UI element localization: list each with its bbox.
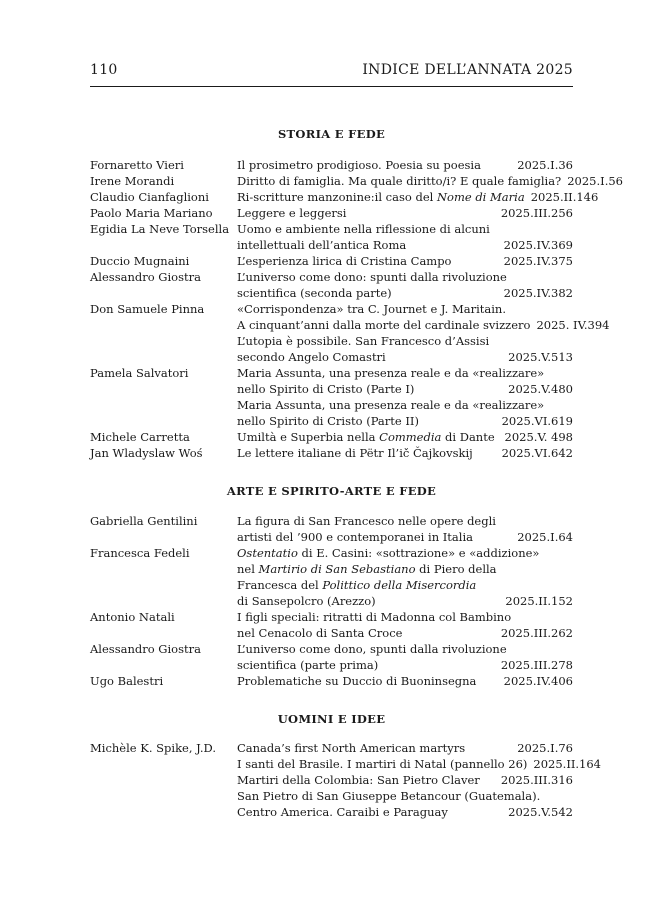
- entry-author: Michèle K. Spike, J.D.: [90, 741, 216, 755]
- entry-title-text: nel Martirio di San Sebastiano di Piero della: [237, 562, 497, 576]
- entry-title: [237, 397, 573, 429]
- entry-title-text: artisti del ’900 e contemporanei in Italia: [237, 530, 473, 544]
- entry-reference: 2025.V.542: [508, 805, 573, 819]
- entry-title-text: intellettuali dell’antica Roma: [237, 238, 407, 252]
- entry-title-text: «Corrispondenza» tra C. Journet e J. Maritain.: [237, 302, 506, 316]
- entry-reference: 2025.III.316: [500, 773, 573, 787]
- entry-author: Don Samuele Pinna: [90, 302, 205, 316]
- index-entry: [90, 269, 573, 301]
- entry-author: Pamela Salvatori: [90, 366, 189, 380]
- index-entry: [90, 740, 573, 756]
- entry-author: Duccio Mugnaini: [90, 254, 190, 268]
- entry-title-line: [237, 609, 573, 625]
- index-entry: [90, 253, 573, 269]
- index-entry: [90, 513, 573, 545]
- index-entry: [90, 189, 599, 205]
- section-title: ARTE E SPIRITO-ARTE E FEDE: [226, 484, 437, 498]
- entry-title-text: I figli speciali: ritratti di Madonna col Bambino: [237, 610, 512, 624]
- entry-title-text: Maria Assunta, una presenza reale e da «realizzare»: [237, 398, 545, 412]
- entry-title-text: Leggere e leggersi: [237, 206, 347, 220]
- entry-title-text: Ri-scritture manzonine:il caso del Nome di Maria: [237, 190, 525, 204]
- entry-title-line: [237, 756, 602, 772]
- index-entry: [90, 301, 610, 333]
- index-entry: [90, 772, 573, 788]
- header-rule: [90, 86, 573, 87]
- entry-author: Gabriella Gentilini: [90, 514, 198, 528]
- running-head: [90, 62, 573, 78]
- entry-title: [237, 513, 573, 545]
- index-entry: [90, 205, 573, 221]
- entry-reference: 2025.IV.406: [503, 674, 573, 688]
- entry-author: Michele Carretta: [90, 430, 190, 444]
- entry-title-line: [237, 365, 573, 381]
- entry-title-line: [237, 205, 573, 221]
- entry-title-text: Umiltà e Superbia nella Commedia di Dante: [237, 430, 495, 444]
- entry-title-line: [237, 269, 573, 285]
- entry-title: [237, 301, 610, 333]
- entry-reference: 2025.IV.375: [503, 254, 573, 268]
- entry-title: [237, 756, 602, 772]
- entry-title: [237, 157, 573, 173]
- entry-title-line: [237, 740, 573, 756]
- entry-title-text: nello Spirito di Cristo (Parte I): [237, 382, 415, 396]
- entry-reference: 2025.VI.619: [501, 414, 573, 428]
- entry-title-line: [237, 397, 573, 413]
- index-entry: [90, 221, 573, 253]
- entry-title-text: San Pietro di San Giuseppe Betancour (Guatemala).: [237, 789, 541, 803]
- entry-title-line: [237, 301, 573, 317]
- entry-title: [237, 772, 573, 788]
- entry-title: [237, 429, 573, 445]
- index-entry: [90, 756, 602, 772]
- entry-title-text: I santi del Brasile. I martiri di Natal (pannello 26): [237, 757, 528, 771]
- entry-title-text: Ostentatio di E. Casini: «sottrazione» e «addizione»: [237, 546, 540, 560]
- index-entry: [90, 545, 573, 609]
- entry-title-line: [237, 561, 573, 577]
- entry-author: Alessandro Giostra: [90, 642, 201, 656]
- entry-title-line: [237, 804, 573, 820]
- entry-reference: 2025.IV.382: [503, 286, 573, 300]
- entry-title-text: nello Spirito di Cristo (Parte II): [237, 414, 419, 428]
- entry-title-text: Diritto di famiglia. Ma quale diritto/i? E quale famiglia?: [237, 174, 562, 188]
- entry-title-text: scientifica (seconda parte): [237, 286, 392, 300]
- entry-title: [237, 365, 573, 397]
- entry-title-line: [237, 157, 573, 173]
- entry-title-text: L’esperienza lirica di Cristina Campo: [237, 254, 452, 268]
- entry-title-line: [237, 413, 573, 429]
- entry-title-text: L’utopia è possibile. San Francesco d’Assisi: [237, 334, 490, 348]
- entry-author: Claudio Cianfaglioni: [90, 190, 209, 204]
- entry-author: Alessandro Giostra: [90, 270, 201, 284]
- entry-title-line: [237, 253, 573, 269]
- entry-title-line: [237, 673, 573, 689]
- entry-title-text: Il prosimetro prodigioso. Poesia su poesia: [237, 158, 481, 172]
- index-entry: [90, 673, 573, 689]
- entry-title-line: [237, 221, 573, 237]
- index-entry: [90, 365, 573, 397]
- entry-title: [237, 788, 573, 820]
- entry-title-text: L’universo come dono: spunti dalla rivoluzione: [237, 270, 507, 284]
- entry-title-line: [237, 445, 573, 461]
- entry-title-text: di Sansepolcro (Arezzo): [237, 594, 376, 608]
- index-entry: [90, 333, 573, 365]
- entry-title-line: [237, 381, 573, 397]
- entry-reference: 2025.I.36: [517, 158, 573, 172]
- entry-reference: 2025.V.480: [508, 382, 573, 396]
- entry-title: [237, 333, 573, 365]
- entry-title: [237, 189, 599, 205]
- index-entry: [90, 609, 573, 641]
- section-entries: [90, 513, 573, 689]
- entry-author: Ugo Balestri: [90, 674, 164, 688]
- entry-title: [237, 221, 573, 253]
- entry-title-text: A cinquant’anni dalla morte del cardinale svizzero: [237, 318, 531, 332]
- entry-title-line: [237, 429, 573, 445]
- entry-reference: 2025.V. 498: [504, 430, 573, 444]
- index-entry: [90, 445, 573, 461]
- entry-title-text: Martiri della Colombia: San Pietro Claver: [237, 773, 480, 787]
- entry-title: [237, 545, 573, 609]
- entry-title-text: La figura di San Francesco nelle opere degli: [237, 514, 496, 528]
- entry-title-line: [237, 772, 573, 788]
- entry-author: Antonio Natali: [90, 610, 175, 624]
- index-entry: [90, 157, 573, 173]
- entry-title-text: Problematiche su Duccio di Buoninsegna: [237, 674, 477, 688]
- entry-author: Paolo Maria Mariano: [90, 206, 213, 220]
- entry-reference: 2025.III.262: [500, 626, 573, 640]
- page-number: 110: [90, 62, 118, 78]
- entry-author: Irene Morandi: [90, 174, 175, 188]
- entry-reference: 2025.I.76: [517, 741, 573, 755]
- running-title: INDICE DELL’ANNATA 2025: [362, 62, 573, 78]
- section-entries: [90, 157, 623, 461]
- entry-title: [237, 641, 573, 673]
- entry-title: [237, 609, 573, 641]
- entry-title-line: [237, 657, 573, 673]
- entry-author: Fornaretto Vieri: [90, 158, 184, 172]
- section-title: STORIA E FEDE: [277, 127, 386, 141]
- entry-title-text: Maria Assunta, una presenza reale e da «realizzare»: [237, 366, 545, 380]
- entry-reference: 2025.I.56: [567, 174, 623, 188]
- entry-title-text: secondo Angelo Comastri: [237, 350, 386, 364]
- entry-author: Jan Wladyslaw Woś: [90, 446, 203, 460]
- index-entry: [90, 397, 573, 429]
- entry-title: [237, 673, 573, 689]
- entry-title-text: nel Cenacolo di Santa Croce: [237, 626, 403, 640]
- entry-title-line: [237, 237, 573, 253]
- entry-title-line: [237, 285, 573, 301]
- entry-author: Francesca Fedeli: [90, 546, 190, 560]
- entry-title-line: [237, 333, 573, 349]
- entry-reference: 2025.VI.642: [501, 446, 573, 460]
- entry-title-text: Centro America. Caraibi e Paraguay: [237, 805, 448, 819]
- entry-title-line: [237, 513, 573, 529]
- entry-author: Egidia La Neve Torsella: [90, 222, 230, 236]
- entry-title-line: [237, 317, 610, 333]
- entry-title-text: Le lettere italiane di Pëtr Il’ič Čajkovskij: [237, 446, 473, 460]
- entry-title: [237, 740, 573, 756]
- entry-title-text: Uomo e ambiente nella riflessione di alcuni: [237, 222, 490, 236]
- entry-reference: 2025.III.278: [500, 658, 573, 672]
- index-entry: [90, 641, 573, 673]
- entry-title-line: [237, 545, 573, 561]
- index-entry: [90, 429, 573, 445]
- entry-reference: 2025.IV.369: [503, 238, 573, 252]
- entry-title-line: [237, 788, 573, 804]
- section-title: UOMINI E IDEE: [277, 712, 386, 726]
- entry-reference: 2025.II.152: [505, 594, 573, 608]
- entry-reference: 2025.V.513: [508, 350, 573, 364]
- index-entry: [90, 788, 573, 820]
- entry-title: [237, 269, 573, 301]
- entry-reference: 2025.II.164: [533, 757, 602, 771]
- entry-title-text: scientifica (parte prima): [237, 658, 379, 672]
- entry-title-line: [237, 529, 573, 545]
- entry-reference: 2025. IV.394: [536, 318, 610, 332]
- entry-title-line: [237, 173, 623, 189]
- entry-title-line: [237, 189, 599, 205]
- entry-reference: 2025.II.146: [530, 190, 599, 204]
- entry-title-line: [237, 577, 573, 593]
- entry-title: [237, 205, 573, 221]
- section-entries: [90, 740, 602, 820]
- entry-title-line: [237, 641, 573, 657]
- entry-title-text: L’universo come dono, spunti dalla rivoluzione: [237, 642, 507, 656]
- entry-title-line: [237, 593, 573, 609]
- entry-title-text: Canada’s first North American martyrs: [237, 741, 466, 755]
- entry-title-line: [237, 625, 573, 641]
- entry-title-text: Francesca del Polittico della Misercordia: [237, 578, 477, 592]
- entry-title: [237, 253, 573, 269]
- entry-title-line: [237, 349, 573, 365]
- index-entry: [90, 173, 623, 189]
- entry-reference: 2025.III.256: [500, 206, 573, 220]
- entry-title: [237, 173, 623, 189]
- entry-reference: 2025.I.64: [517, 530, 573, 544]
- entry-title: [237, 445, 573, 461]
